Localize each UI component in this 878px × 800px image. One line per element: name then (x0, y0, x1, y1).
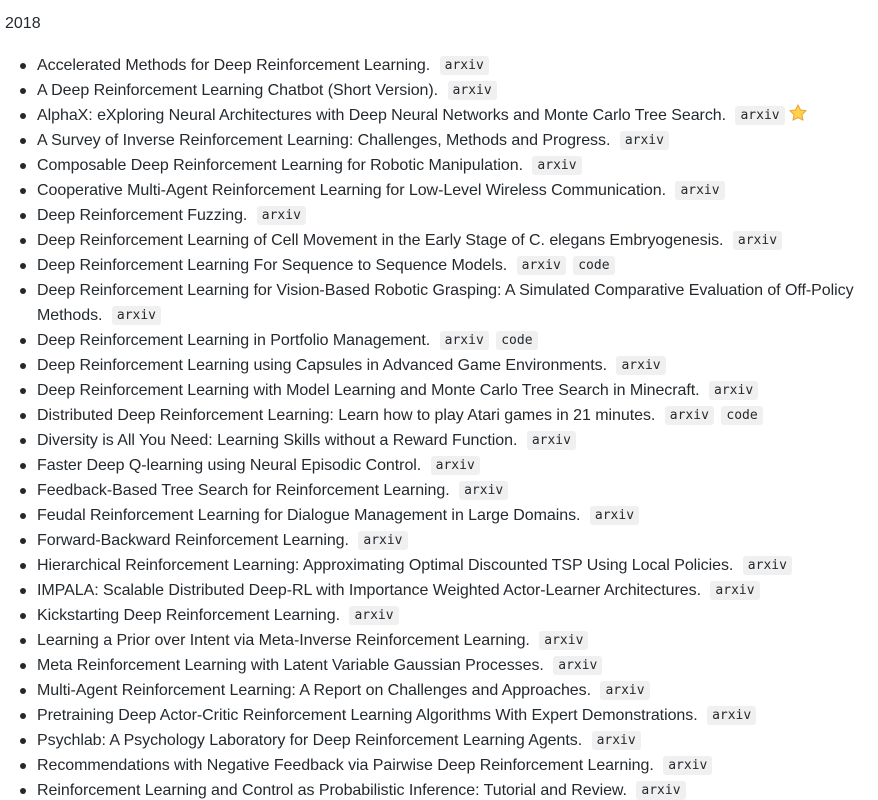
list-item (0, 753, 878, 778)
paper-title: Pretraining Deep Actor-Critic Reinforcement Learning Algorithms With Expert Demonstrations. (37, 707, 698, 724)
paper-title: Faster Deep Q-learning using Neural Episodic Control. (37, 457, 422, 474)
paper-title: Feedback-Based Tree Search for Reinforcement Learning. (37, 482, 450, 499)
list-item (0, 553, 878, 578)
list-item (0, 128, 878, 153)
paper-title: Hierarchical Reinforcement Learning: Approximating Optimal Discounted TSP Using Local Policies. (37, 557, 734, 574)
list-item (0, 103, 878, 128)
paper-title: Diversity is All You Need: Learning Skills without a Reward Function. (37, 432, 518, 449)
arxiv-link[interactable]: arxiv (733, 231, 782, 250)
paper-title: Psychlab: A Psychology Laboratory for Deep Reinforcement Learning Agents. (37, 732, 583, 749)
code-link[interactable]: code (721, 406, 762, 425)
arxiv-link[interactable]: arxiv (553, 656, 602, 675)
paper-title: Meta Reinforcement Learning with Latent Variable Gaussian Processes. (37, 657, 544, 674)
paper-title: Deep Reinforcement Learning for Vision-Based Robotic Grasping: A Simulated Comparative Evaluation of Off-Policy Methods. (37, 282, 854, 324)
list-item (0, 78, 878, 103)
list-item (0, 678, 878, 703)
paper-title: Deep Reinforcement Learning using Capsules in Advanced Game Environments. (37, 357, 608, 374)
list-item (0, 53, 878, 78)
paper-title: Deep Reinforcement Learning of Cell Movement in the Early Stage of C. elegans Embryogenesis. (37, 232, 724, 249)
paper-title: A Deep Reinforcement Learning Chatbot (Short Version). (37, 82, 439, 99)
arxiv-link[interactable]: arxiv (590, 506, 639, 525)
paper-title: Multi-Agent Reinforcement Learning: A Report on Challenges and Approaches. (37, 682, 591, 699)
list-item (0, 453, 878, 478)
paper-title: Deep Reinforcement Fuzzing. (37, 207, 248, 224)
paper-title: Learning a Prior over Intent via Meta-Inverse Reinforcement Learning. (37, 632, 530, 649)
arxiv-link[interactable]: arxiv (539, 631, 588, 650)
arxiv-link[interactable]: arxiv (663, 756, 712, 775)
arxiv-link[interactable]: arxiv (112, 306, 161, 325)
code-link[interactable]: code (573, 256, 614, 275)
code-link[interactable]: code (496, 331, 537, 350)
arxiv-link[interactable]: arxiv (431, 456, 480, 475)
arxiv-link[interactable]: arxiv (665, 406, 714, 425)
list-item (0, 428, 878, 453)
list-item (0, 478, 878, 503)
arxiv-link[interactable]: arxiv (532, 156, 581, 175)
arxiv-link[interactable]: arxiv (743, 556, 792, 575)
list-item (0, 228, 878, 253)
paper-title: Feudal Reinforcement Learning for Dialogue Management in Large Domains. (37, 507, 581, 524)
star-icon (788, 103, 808, 123)
paper-title: Accelerated Methods for Deep Reinforcement Learning. (37, 57, 431, 74)
list-item (0, 778, 878, 800)
paper-title: Cooperative Multi-Agent Reinforcement Learning for Low-Level Wireless Communication. (37, 182, 666, 199)
list-item (0, 603, 878, 628)
arxiv-link[interactable]: arxiv (440, 56, 489, 75)
list-item (0, 728, 878, 753)
list-item (0, 278, 878, 328)
arxiv-link[interactable]: arxiv (735, 106, 784, 125)
paper-title: Distributed Deep Reinforcement Learning: Learn how to play Atari games in 21 minutes. (37, 407, 656, 424)
paper-title: IMPALA: Scalable Distributed Deep-RL with Importance Weighted Actor-Learner Architectures. (37, 582, 701, 599)
list-item (0, 203, 878, 228)
paper-title: AlphaX: eXploring Neural Architectures with Deep Neural Networks and Monte Carlo Tree Search. (37, 107, 727, 124)
list-item (0, 153, 878, 178)
arxiv-link[interactable]: arxiv (448, 81, 497, 100)
arxiv-link[interactable]: arxiv (620, 131, 669, 150)
arxiv-link[interactable]: arxiv (349, 606, 398, 625)
paper-title: Composable Deep Reinforcement Learning for Robotic Manipulation. (37, 157, 523, 174)
list-item (0, 253, 878, 278)
list-item (0, 378, 878, 403)
arxiv-link[interactable]: arxiv (358, 531, 407, 550)
arxiv-link[interactable]: arxiv (517, 256, 566, 275)
paper-title: A Survey of Inverse Reinforcement Learning: Challenges, Methods and Progress. (37, 132, 611, 149)
list-item (0, 653, 878, 678)
paper-title: Deep Reinforcement Learning For Sequence to Sequence Models. (37, 257, 508, 274)
paper-title: Reinforcement Learning and Control as Probabilistic Inference: Tutorial and Review. (37, 782, 627, 799)
list-item (0, 528, 878, 553)
arxiv-link[interactable]: arxiv (459, 481, 508, 500)
paper-title: Kickstarting Deep Reinforcement Learning. (37, 607, 340, 624)
list-item (0, 628, 878, 653)
paper-title: Deep Reinforcement Learning in Portfolio Management. (37, 332, 431, 349)
paper-list (0, 53, 878, 800)
arxiv-link[interactable]: arxiv (527, 431, 576, 450)
arxiv-link[interactable]: arxiv (707, 706, 756, 725)
arxiv-link[interactable]: arxiv (710, 581, 759, 600)
paper-title: Deep Reinforcement Learning with Model Learning and Monte Carlo Tree Search in Minecraft. (37, 382, 700, 399)
list-item (0, 703, 878, 728)
arxiv-link[interactable]: arxiv (709, 381, 758, 400)
list-item (0, 503, 878, 528)
list-item (0, 178, 878, 203)
arxiv-link[interactable]: arxiv (636, 781, 685, 800)
arxiv-link[interactable]: arxiv (675, 181, 724, 200)
arxiv-link[interactable]: arxiv (600, 681, 649, 700)
list-item (0, 328, 878, 353)
list-item (0, 403, 878, 428)
arxiv-link[interactable]: arxiv (440, 331, 489, 350)
year-heading: 2018 (5, 15, 41, 32)
paper-title: Forward-Backward Reinforcement Learning. (37, 532, 349, 549)
arxiv-link[interactable]: arxiv (257, 206, 306, 225)
paper-title: Recommendations with Negative Feedback via Pairwise Deep Reinforcement Learning. (37, 757, 654, 774)
arxiv-link[interactable]: arxiv (616, 356, 665, 375)
list-item (0, 353, 878, 378)
list-item (0, 578, 878, 603)
arxiv-link[interactable]: arxiv (592, 731, 641, 750)
